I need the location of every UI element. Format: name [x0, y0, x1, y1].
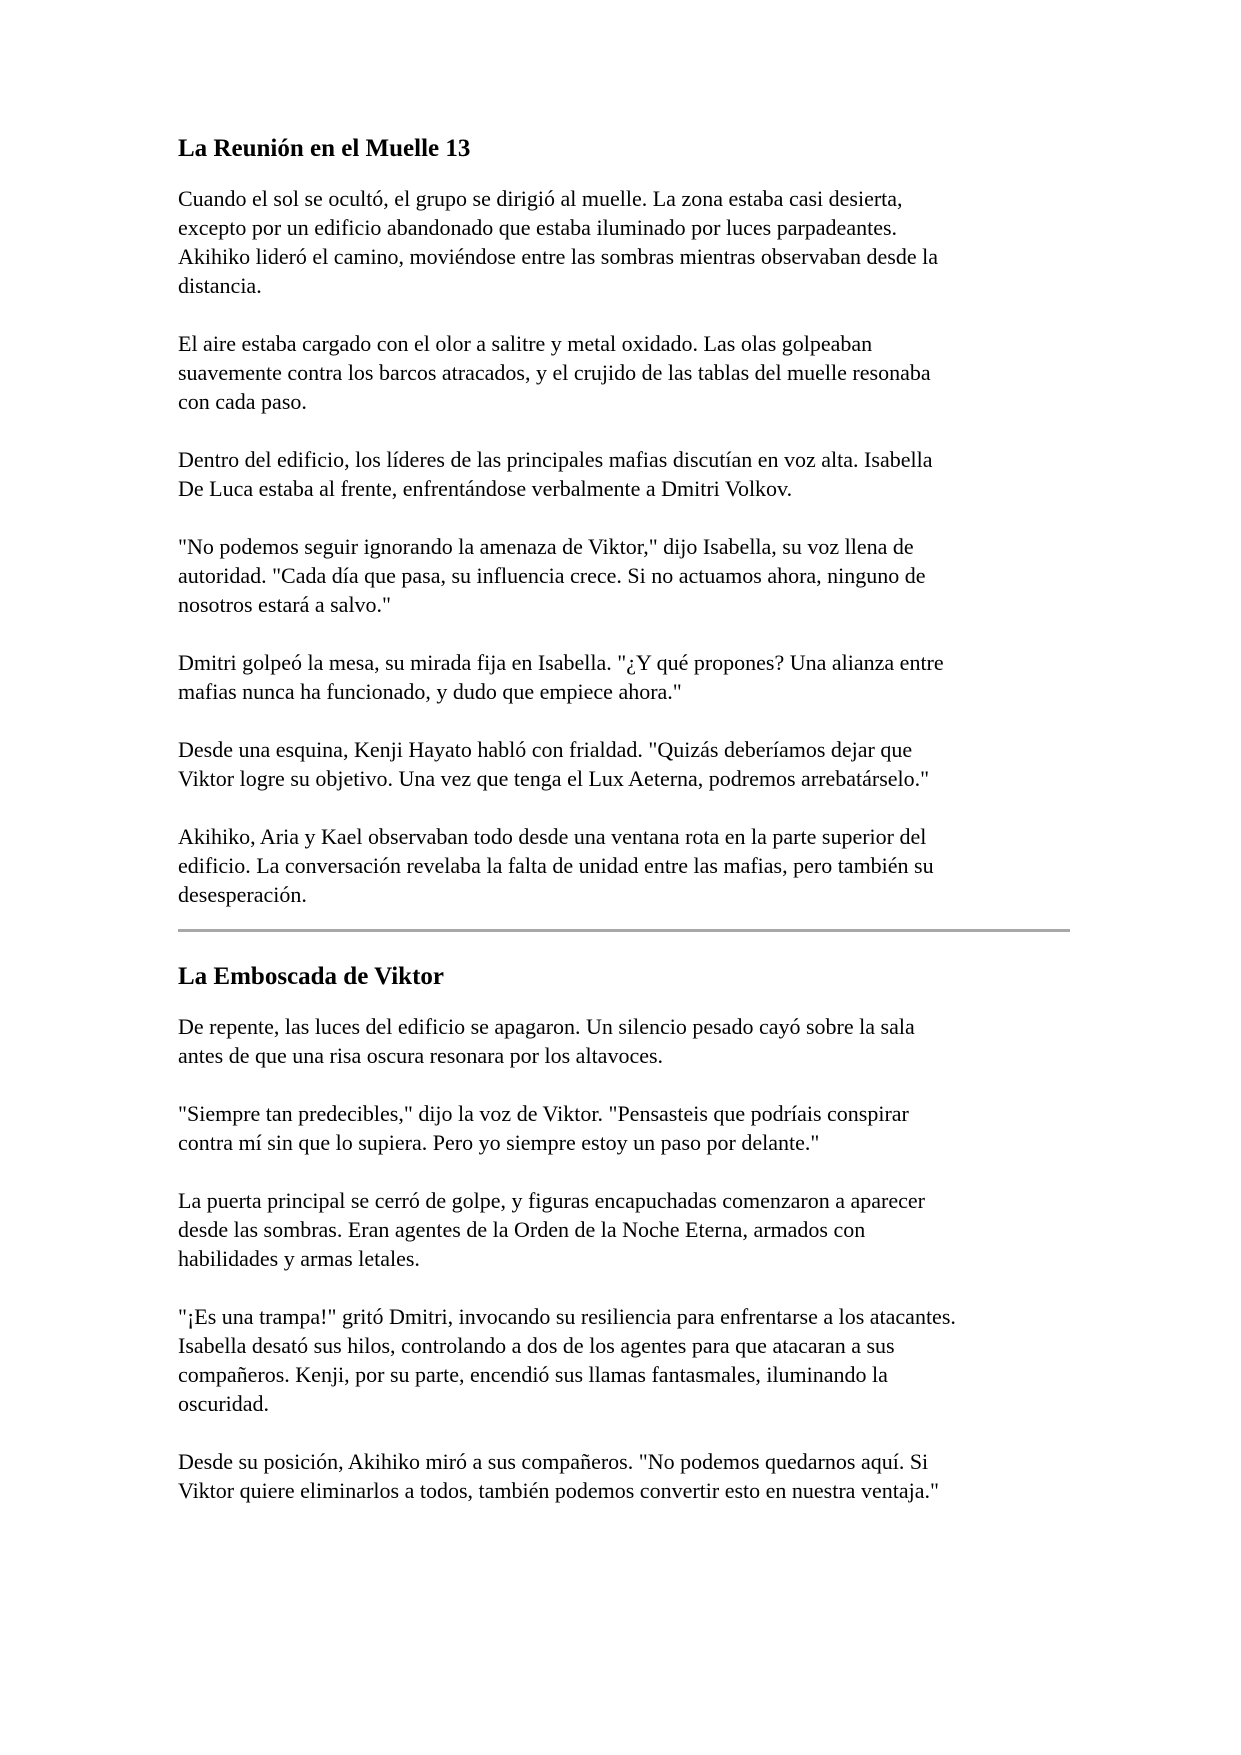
paragraph: Desde una esquina, Kenji Hayato habló con frialdad. "Quizás deberíamos dejar que Viktor logre su objetivo. Una vez que tenga el Lux Aeterna, podremos arrebatárselo."	[178, 737, 930, 791]
section-reunion	[178, 132, 1070, 909]
document-page	[178, 132, 1070, 1505]
paragraph: De repente, las luces del edificio se apagaron. Un silencio pesado cayó sobre la sala antes de que una risa oscura resonara por los altavoces.	[178, 1014, 915, 1068]
paragraph: "¡Es una trampa!" gritó Dmitri, invocando su resiliencia para enfrentarse a los atacantes. Isabella desató sus hilos, controlando a dos de los agentes para que atacaran a sus compañeros. Kenji, por su parte, encendió sus llamas fantasmales, iluminando la oscuridad.	[178, 1304, 956, 1416]
paragraph: Desde su posición, Akihiko miró a sus compañeros. "No podemos quedarnos aquí. Si Viktor quiere eliminarlos a todos, también podemos convertir esto en nuestra ventaja."	[178, 1449, 939, 1503]
section-emboscada	[178, 960, 1070, 1505]
paragraph: Dmitri golpeó la mesa, su mirada fija en Isabella. "¿Y qué propones? Una alianza entre mafias nunca ha funcionado, y dudo que empiece ahora."	[178, 650, 944, 704]
paragraph: Cuando el sol se ocultó, el grupo se dirigió al muelle. La zona estaba casi desierta, excepto por un edificio abandonado que estaba iluminado por luces parpadeantes. Akihiko lideró el camino, moviéndose entre las sombras mientras observaban desde la distancia.	[178, 186, 939, 298]
paragraph: Akihiko, Aria y Kael observaban todo desde una ventana rota en la parte superior del edificio. La conversación revelaba la falta de unidad entre las mafias, pero también su desesperación.	[178, 824, 934, 907]
section-divider	[178, 929, 1070, 932]
paragraph: "No podemos seguir ignorando la amenaza de Viktor," dijo Isabella, su voz llena de autoridad. "Cada día que pasa, su influencia crece. Si no actuamos ahora, ninguno de nosotros estará a salvo."	[178, 534, 926, 617]
paragraph: "Siempre tan predecibles," dijo la voz de Viktor. "Pensasteis que podríais conspirar contra mí sin que lo supiera. Pero yo siempre estoy un paso por delante."	[178, 1101, 909, 1155]
section-title: La Reunión en el Muelle 13	[178, 135, 471, 162]
section-title: La Emboscada de Viktor	[178, 963, 445, 990]
paragraph: Dentro del edificio, los líderes de las principales mafias discutían en voz alta. Isabella De Luca estaba al frente, enfrentándose verbalmente a Dmitri Volkov.	[178, 447, 933, 501]
paragraph: La puerta principal se cerró de golpe, y figuras encapuchadas comenzaron a aparecer desde las sombras. Eran agentes de la Orden de la Noche Eterna, armados con habilidades y armas letales.	[178, 1188, 925, 1271]
paragraph: El aire estaba cargado con el olor a salitre y metal oxidado. Las olas golpeaban suavemente contra los barcos atracados, y el crujido de las tablas del muelle resonaba con cada paso.	[178, 331, 931, 414]
